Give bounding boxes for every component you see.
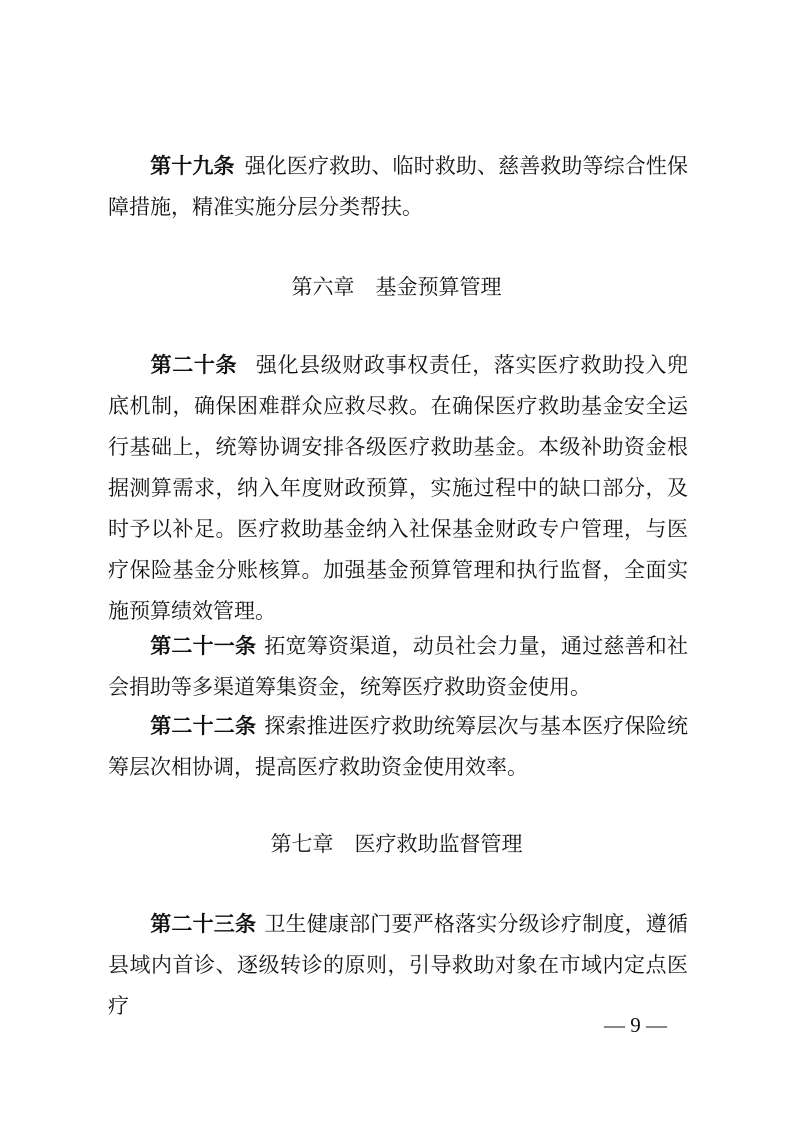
article-23-body: 卫生健康部门要严格落实分级诊疗制度，遵循县域内首诊、逐级转诊的原则，引导救助对象在市域内定点医疗 bbox=[108, 912, 689, 1018]
article-21-title: 第二十一条 bbox=[150, 634, 257, 658]
article-20 bbox=[108, 345, 688, 632]
article-22 bbox=[108, 706, 688, 788]
article-19 bbox=[108, 146, 688, 228]
chapter-7-heading: 第七章 医疗救助监督管理 bbox=[270, 832, 523, 856]
article-23-title: 第二十三条 bbox=[150, 912, 257, 936]
article-19-title: 第十九条 bbox=[150, 154, 235, 178]
article-22-title: 第二十二条 bbox=[150, 714, 257, 738]
article-19-body: 强化医疗救助、临时救助、慈善救助等综合性保障措施，精准实施分层分类帮扶。 bbox=[108, 154, 688, 219]
article-23 bbox=[108, 904, 688, 1027]
chapter-6-heading: 第六章 基金预算管理 bbox=[291, 275, 502, 299]
article-22-body: 探索推进医疗救助统筹层次与基本医疗保险统筹层次相协调，提高医疗救助资金使用效率。 bbox=[108, 714, 689, 779]
article-21-body: 拓宽筹资渠道，动员社会力量，通过慈善和社会捐助等多渠道筹集资金，统筹医疗救助资金使用。 bbox=[108, 634, 689, 699]
article-20-title: 第二十条 bbox=[150, 353, 238, 377]
page-number: — 9 — bbox=[604, 1013, 667, 1037]
article-20-body: 强化县级财政事权责任，落实医疗救助投入兜底机制，确保困难群众应救尽救。在确保医疗救助基金安全运行基础上，统筹协调安排各级医疗救助基金。本级补助资金根据测算需求，纳入年度财政预算，实施过程中的缺口部分，及时予以补足。医疗救助基金纳入社保基金财政专户管理，与医疗保险基金分账核算。加强基金预算管理和执行监督，全面实施预算绩效管理。 bbox=[108, 353, 689, 623]
article-21 bbox=[108, 626, 688, 708]
